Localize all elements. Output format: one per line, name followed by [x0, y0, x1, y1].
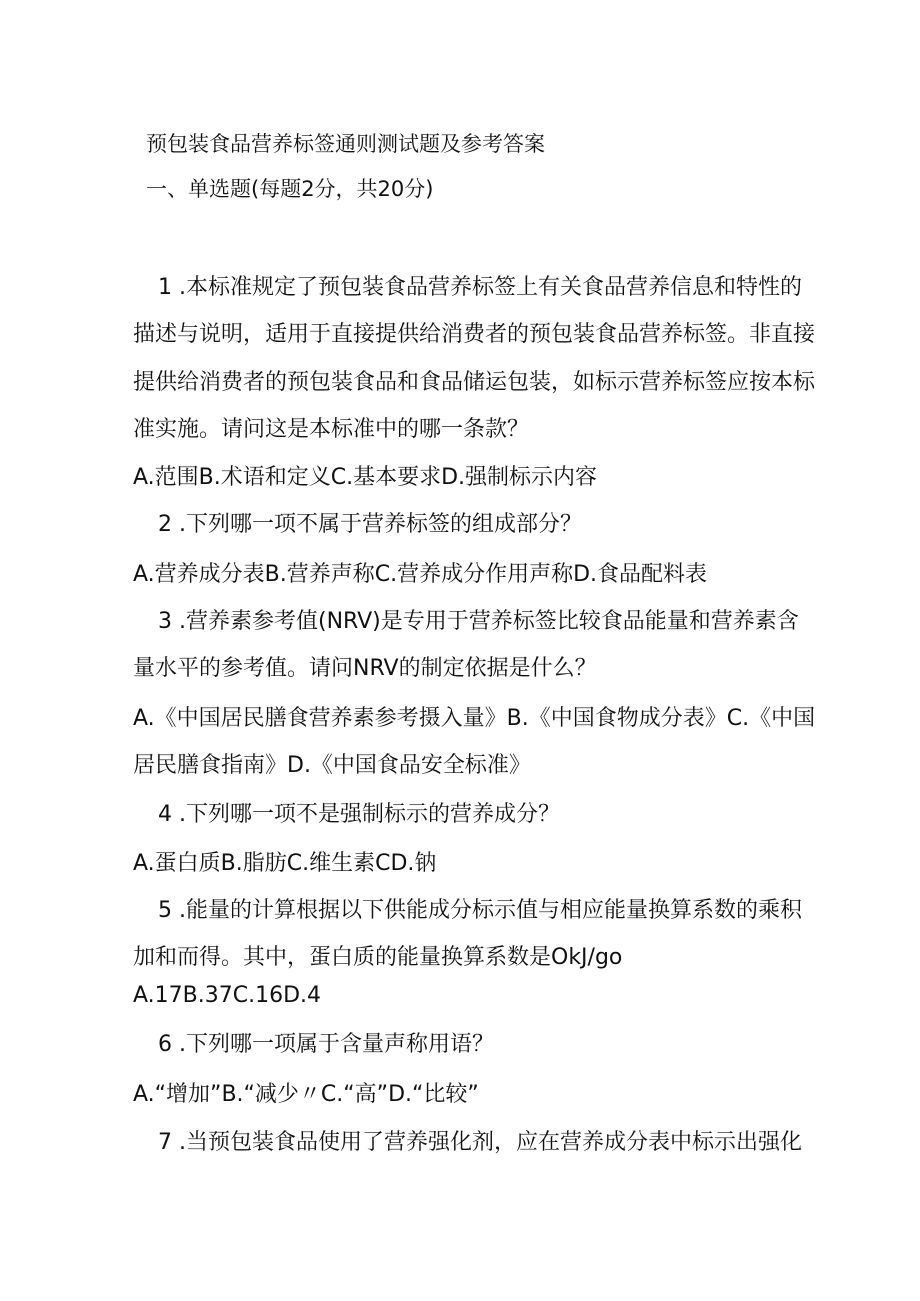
- question-6-options: A.“增加”B.“减少〃C.“高”D.“比较”: [133, 1082, 479, 1107]
- question-1-stem-line-1: 1 .本标准规定了预包装食品营养标签上有关食品营养信息和特性的: [158, 275, 802, 300]
- question-4-stem-line-1: 4 .下列哪一项不是强制标示的营养成分？: [158, 802, 560, 827]
- question-3-stem-line-2: 量水平的参考值。请问NRV的制定依据是什么？: [133, 656, 597, 681]
- question-1-options: A.范围B.术语和定义C.基本要求D.强制标示内容: [133, 465, 598, 490]
- question-1-stem-line-2: 描述与说明，适用于直接提供给消费者的预包装食品营养标签。非直接: [133, 322, 816, 347]
- section-heading: 一、单选题(每题2分，共20分): [146, 177, 434, 201]
- document-title: 预包装食品营养标签通则测试题及参考答案: [146, 132, 545, 156]
- question-6-stem-line-1: 6 .下列哪一项属于含量声称用语？: [158, 1032, 494, 1057]
- question-4-options: A.蛋白质B.脂肪C.维生素CD.钠: [133, 851, 437, 876]
- question-1-stem-line-3: 提供给消费者的预包装食品和食品储运包装，如标示营养标签应按本标: [133, 370, 816, 395]
- question-2-options: A.营养成分表B.营养声称C.营养成分作用声称D.食品配料表: [133, 562, 708, 587]
- question-1-stem-line-4: 准实施。请问这是本标准中的哪一条款？: [133, 417, 530, 442]
- question-3-options-line-1: A.《中国居民膳食营养素参考摄入量》B.《中国食物成分表》C.《中国: [133, 706, 816, 731]
- question-5-options: A.17B.37C.16D.4: [133, 983, 322, 1008]
- question-3-options-line-2: 居民膳食指南》D.《中国食品安全标准》: [133, 753, 531, 778]
- question-7-stem-line-1: 7 .当预包装食品使用了营养强化剂，应在营养成分表中标示出强化: [158, 1130, 802, 1155]
- question-5-stem-line-1: 5 .能量的计算根据以下供能成分标示值与相应能量换算系数的乘积: [158, 898, 802, 923]
- question-2-stem-line-1: 2 .下列哪一项不属于营养标签的组成部分？: [158, 512, 582, 537]
- question-5-stem-line-2: 加和而得。其中，蛋白质的能量换算系数是OkJ/go: [133, 945, 623, 970]
- question-3-stem-line-1: 3 .营养素参考值(NRV)是专用于营养标签比较食品能量和营养素含: [158, 609, 799, 634]
